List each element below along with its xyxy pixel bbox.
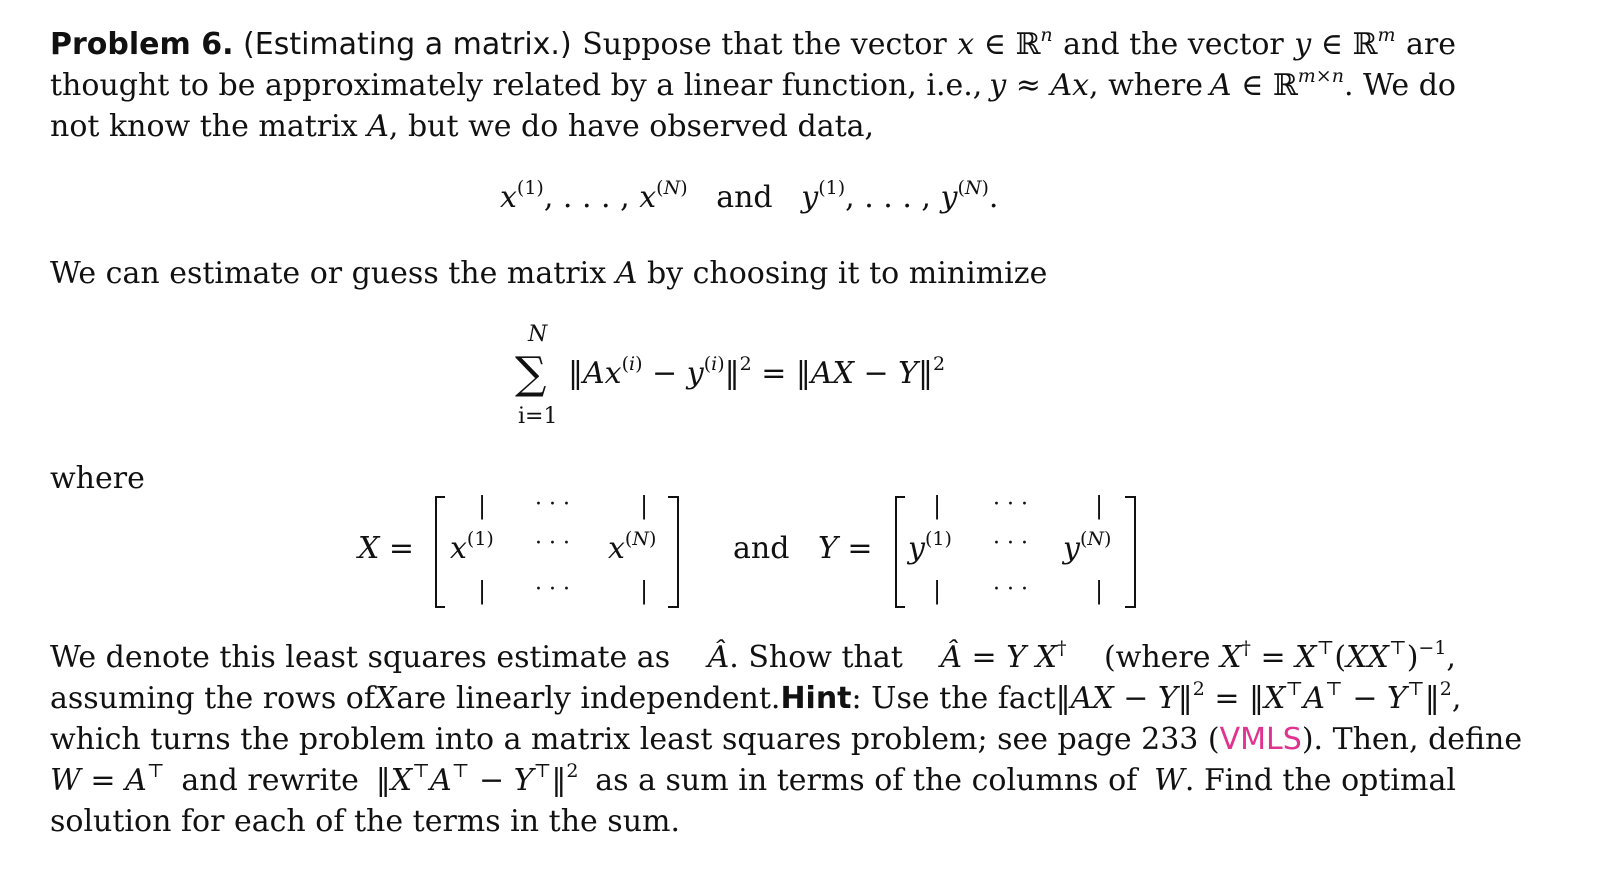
matrix-dots: · · · bbox=[535, 577, 570, 602]
paragraph-3-line-2: assuming the rows of X are linearly independent. Hint: Use the fact ‖AX − Y‖$^2$ = ‖X⊤A⊤ − Y⊤‖$^2$, bbox=[50, 679, 1456, 719]
math-hint-identity: ‖AX − Y‖$^2$ = ‖X⊤A⊤ − Y⊤‖$^2$, bbox=[1055, 678, 1462, 716]
matrix-bar: | bbox=[640, 577, 649, 605]
math-y-in-rm: y ∈ ℝ$^m$ bbox=[1294, 24, 1396, 62]
text-fragment: assuming the rows of bbox=[50, 681, 375, 716]
paragraph-3-line-3 bbox=[50, 720, 1523, 760]
text-fragment: and the vector bbox=[1063, 27, 1284, 62]
problem-line-1 bbox=[50, 25, 1456, 65]
text-fragment: are linearly independent. bbox=[396, 681, 781, 716]
text-fragment: are bbox=[1406, 27, 1456, 62]
text-fragment: We denote this least squares estimate as bbox=[50, 640, 671, 675]
paragraph-3-line-1 bbox=[50, 638, 1456, 678]
matrix-dots: · · · bbox=[535, 531, 570, 556]
matrix-bar: | bbox=[1095, 492, 1104, 520]
bracket-left-icon bbox=[433, 495, 449, 609]
matrix-y-label: Y = bbox=[818, 531, 873, 566]
math-norm: ‖X⊤A⊤ − Y⊤‖$^2$ bbox=[375, 760, 579, 798]
matrices-and: and bbox=[733, 531, 790, 566]
matrix-bar: | bbox=[933, 577, 942, 605]
math-a-hat-eq: Â = Y X† bbox=[940, 637, 1067, 675]
sum-upper-limit: N bbox=[528, 322, 548, 347]
matrix-dots: · · · bbox=[993, 577, 1028, 602]
matrix-x-coln: $x^{(N)}$ bbox=[608, 528, 657, 566]
text-fragment: We can estimate or guess the matrix bbox=[50, 256, 607, 291]
matrix-x-col1: $x^{(1)}$ bbox=[450, 528, 494, 566]
matrix-bar: | bbox=[478, 492, 487, 520]
text-fragment: and rewrite bbox=[181, 763, 359, 798]
math-a-hat: Â. Show that bbox=[707, 640, 903, 675]
bracket-right-icon bbox=[666, 495, 682, 609]
where-label: where bbox=[50, 461, 145, 496]
math-y-approx-ax: y ≈ Ax, where bbox=[989, 68, 1203, 103]
matrix-dots: · · · bbox=[535, 492, 570, 517]
matrix-bar: | bbox=[640, 492, 649, 520]
text-fragment: , but we do have observed data, bbox=[388, 109, 875, 144]
text-fragment: as a sum in terms of the columns of bbox=[595, 763, 1138, 798]
paragraph-2: We can estimate or guess the matrix A by choosing it to minimize bbox=[50, 256, 1048, 291]
equation-objective: $‖Ax^{(i)}$ − $y^{(i)}‖^2$ = ‖AX − Y‖$^2$ bbox=[568, 353, 946, 391]
text-fragment: Suppose that the vector bbox=[582, 27, 947, 62]
math-a-in-rmn: A ∈ ℝ$^{m\times n}$. We do bbox=[1209, 65, 1456, 103]
bracket-right-icon bbox=[1123, 495, 1139, 609]
math-w-def: W = A⊤ bbox=[50, 760, 165, 798]
bracket-left-icon bbox=[893, 495, 909, 609]
hint-label: Hint bbox=[780, 681, 852, 716]
problem-line-2 bbox=[50, 66, 1456, 106]
matrix-x-label: X = bbox=[358, 531, 415, 566]
math-x-in-rn: x ∈ ℝ$^n$ bbox=[957, 24, 1053, 62]
text-fragment: not know the matrix bbox=[50, 109, 358, 144]
problem-line-3: not know the matrix A, but we do have observed data, bbox=[50, 109, 875, 144]
text-fragment: . Find the optimal bbox=[1184, 763, 1456, 798]
matrix-y-coln: $y^{(N)}$ bbox=[1063, 528, 1112, 566]
text-fragment: : Use the fact bbox=[851, 681, 1056, 716]
text-fragment: ). Then, define bbox=[1301, 722, 1523, 757]
matrix-bar: | bbox=[933, 492, 942, 520]
paragraph-3-line-4: W = A⊤ and rewrite ‖X⊤A⊤ − Y⊤‖$^2$ as a sum in terms of the columns of W. Find the optimal bbox=[50, 761, 1456, 801]
matrix-bar: | bbox=[478, 577, 487, 605]
problem-heading: Problem 6. bbox=[50, 27, 234, 62]
text-fragment: and bbox=[716, 180, 773, 215]
matrix-y-col1: $y^{(1)}$ bbox=[908, 528, 952, 566]
sigma-symbol: ∑ bbox=[515, 348, 547, 399]
matrix-dots: · · · bbox=[993, 531, 1028, 556]
text-fragment: thought to be approximately related by a linear function, i.e., bbox=[50, 68, 983, 103]
math-pseudo-inverse: (where $X^\dagger = X^⊤(XX^⊤)^{-1}$, bbox=[1103, 637, 1456, 675]
text-fragment: by choosing it to minimize bbox=[646, 256, 1048, 291]
text-fragment: which turns the problem into a matrix least squares problem; see page 233 ( bbox=[50, 722, 1220, 757]
paragraph-3-line-5: solution for each of the terms in the sum. bbox=[50, 804, 680, 839]
equation-observed-data: $x^{(1)}$, . . . , $x^{(N)}$ and $y^{(1)}$, . . . , $y^{(N)}$. bbox=[500, 177, 999, 215]
vmls-link[interactable]: VMLS bbox=[1219, 722, 1302, 757]
matrix-bar: | bbox=[1095, 577, 1104, 605]
matrix-dots: · · · bbox=[993, 492, 1028, 517]
sum-lower-limit: i=1 bbox=[518, 404, 558, 429]
problem-subtitle: (Estimating a matrix.) bbox=[243, 27, 572, 62]
